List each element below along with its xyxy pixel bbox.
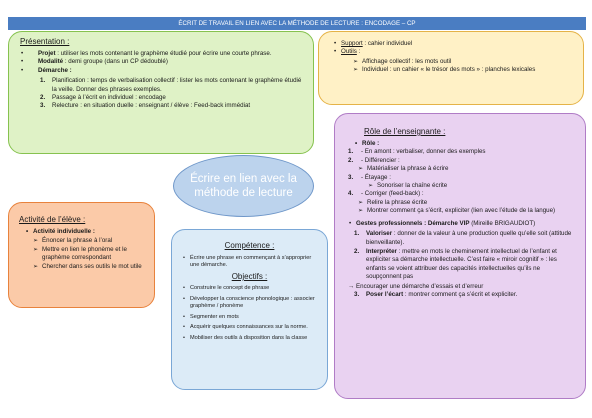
competence-box — [171, 229, 328, 390]
objectif-item: • Mobiliser des outils à disposition dans la classe — [182, 335, 317, 343]
outils-label: Outils — [341, 48, 357, 56]
projet-text: : utiliser les mots contenant le graphème étudié pour écrire une courte phrase. — [55, 49, 272, 57]
presentation-title: Présentation : — [20, 37, 70, 46]
enseignante-box — [334, 113, 586, 399]
demarche-item — [20, 67, 304, 75]
eleve-title: Activité de l’élève : — [19, 215, 86, 224]
support-box — [318, 31, 584, 105]
role-sub-item: ➢ Relire la phrase écrite — [358, 199, 575, 207]
role-item: 1. - En amont : verbaliser, donner des exemples — [348, 148, 486, 156]
eleve-item: ➢ Chercher dans ses outils le mot utile — [33, 263, 148, 271]
support-text: : cahier individuel — [362, 40, 413, 47]
demarche-label: Démarche : — [38, 66, 72, 74]
role-sub-item: ➢ Matérialiser la phrase à écrire — [358, 165, 575, 173]
role-label: • Rôle : — [354, 140, 575, 148]
projet-item — [20, 50, 304, 58]
demarche-step: 3. Relecture : en situation duelle : enseignant / élève : Feed-back immédiat — [40, 102, 251, 110]
eleve-sub: • Activité individuelle : — [25, 228, 148, 236]
objectif-item: • Construire le concept de phrase — [182, 285, 317, 293]
center-topic-bubble — [173, 155, 314, 217]
role-sub-item: ➢ Sonoriser la chaîne écrite — [368, 182, 575, 190]
objectif-item: • Acquérir quelques connaissances sur la norme. — [182, 324, 317, 332]
competence-title: Compétence : — [224, 241, 275, 250]
competence-item: • Écrire une phrase en commençant à s’approprier une démarche. — [182, 255, 317, 270]
vip-item: 2. Interpréter : mettre en mots le cheminement intellectuel de l’enfant et expliciter sa démarche intellectuelle. C’est faire « miroir cognitif » : les enfants se voient attribuer des capacités intellectuelles qu’ils ne soupçonnent pas — [354, 247, 557, 281]
presentation-box — [8, 31, 314, 154]
vip-item: 1. Valoriser : donner de la valeur à une production quelle qu’elle soit (attitude bienveillante). — [354, 230, 572, 246]
objectif-item: • Développer la conscience phonologique : associer graphème / phonème — [182, 296, 317, 311]
objectifs-title: Objectifs : — [231, 272, 268, 282]
support-item — [333, 40, 573, 48]
eleve-item: ➢ Mettre en lien le phonème et le graphème correspondant — [33, 246, 148, 263]
objectif-item: • Segmenter en mots — [182, 314, 317, 322]
outil-item: ➢ Individuel : un cahier « le trésor des mots » : planches lexicales — [353, 66, 573, 74]
modalite-item — [20, 58, 304, 66]
modalite-text: : demi groupe (dans un CP dédoublé) — [63, 58, 168, 66]
eleve-item: ➢ Énoncer la phrase à l’oral — [33, 237, 148, 245]
vip-item: 3. Poser l’écart : montrer comment ça s’écrit et expliciter. — [354, 291, 518, 299]
outils-item: • Outils : — [333, 48, 573, 56]
role-item: 3. - Étayage : — [348, 173, 391, 181]
page-banner: ÉCRIT DE TRAVAIL EN LIEN AVEC LA MÉTHODE DE LECTURE : ENCODAGE – CP — [8, 17, 586, 30]
role-item: 4. - Corriger (feed-back) : — [348, 190, 424, 198]
demarche-step: 2. Passage à l’écrit en individuel : encodage — [40, 93, 166, 101]
vip-item: → Encourager une démarche d’essais et d’erreur — [348, 282, 484, 290]
enseignante-title: Rôle de l’enseignante : — [364, 127, 446, 136]
center-topic-text: Écrire en lien avec la méthode de lecture — [190, 172, 297, 199]
outil-item: ➢ Affichage collectif : les mots outil — [353, 58, 573, 66]
eleve-box — [8, 202, 155, 308]
projet-label: Projet — [38, 49, 56, 57]
role-sub-item: ➢ Montrer comment ça s’écrit, expliciter (lien avec l’étude de la langue) — [358, 207, 575, 215]
gestes-heading: • Gestes professionnels : Démarche VIP (Mireille BRIGAUDIOT) — [348, 220, 575, 228]
modalite-label: Modalité — [38, 58, 64, 66]
support-label: Support — [341, 40, 363, 47]
role-item: 2. - Différencier : — [348, 156, 400, 164]
demarche-step: 1. Planification : temps de verbalisation collectif : lister les mots contenant le graphème étudié la veille. Donner des phrases exemples. — [40, 77, 302, 93]
